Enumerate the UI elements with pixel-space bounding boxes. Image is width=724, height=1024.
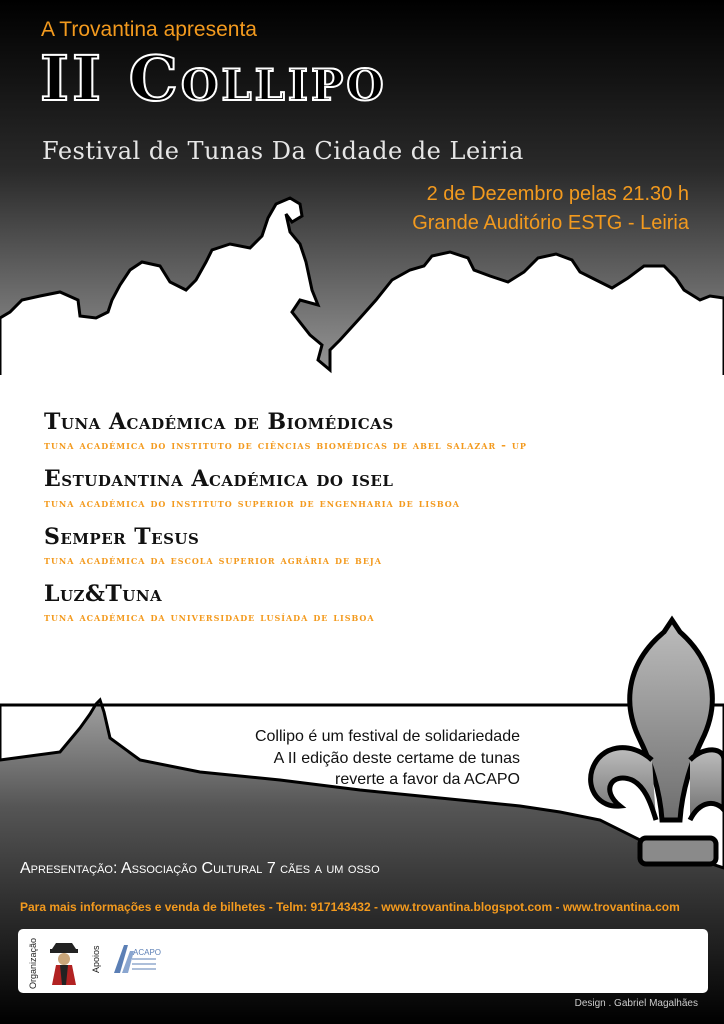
festival-subtitle: Festival de Tunas Da Cidade de Leiria bbox=[42, 137, 524, 165]
apoios-label: Apoios bbox=[91, 945, 101, 973]
group-name: Tuna Académica de Biomédicas bbox=[44, 409, 394, 435]
contact-info: Para mais informações e venda de bilhetes - Telm: 917143432 - www.trovantina.blogspot.com - www.trovantina.com bbox=[20, 900, 680, 914]
solidarity-line: A II edição deste certame de tunas bbox=[273, 749, 520, 767]
group-subtitle: tuna académica da escola superior agrária de beja bbox=[44, 552, 382, 567]
participating-groups bbox=[44, 410, 694, 639]
acapo-logo-icon bbox=[112, 943, 162, 977]
group-item bbox=[44, 582, 694, 624]
group-item bbox=[44, 467, 694, 509]
design-credit: Design . Gabriel Magalhães bbox=[574, 998, 698, 1009]
solidarity-line: reverte a favor da ACAPO bbox=[335, 771, 520, 789]
solidarity-line: Collipo é um festival de solidariedade bbox=[254, 728, 520, 745]
event-venue: Grande Auditório ESTG - Leiria bbox=[412, 212, 689, 234]
group-item bbox=[44, 525, 694, 567]
group-subtitle: tuna académica do instituto superior de engenharia de lisboa bbox=[44, 495, 460, 510]
group-item bbox=[44, 410, 694, 452]
event-details bbox=[412, 180, 689, 238]
trovantina-logo-icon bbox=[44, 935, 84, 987]
group-name: Estudantina Académica do isel bbox=[44, 466, 394, 493]
festival-title: II Collipo bbox=[40, 42, 387, 115]
organizacao-label: Organização bbox=[28, 937, 38, 989]
solidarity-note bbox=[255, 726, 520, 791]
event-date: 2 de Dezembro pelas 21.30 h bbox=[426, 183, 689, 205]
group-subtitle: tuna académica da universidade lusíada de lisboa bbox=[44, 610, 375, 625]
presenter-text: A Trovantina apresenta bbox=[41, 18, 257, 41]
group-name: Luz&Tuna bbox=[44, 580, 163, 607]
group-subtitle: tuna académica do instituto de ciências biomédicas de abel salazar - up bbox=[44, 438, 527, 453]
acapo-logo-text: ACAPO bbox=[133, 948, 162, 957]
group-name: Semper Tesus bbox=[44, 523, 200, 550]
presentation-credit: Apresentação: Associação Cultural 7 cães a um osso bbox=[20, 860, 380, 877]
sponsors-panel bbox=[18, 929, 708, 993]
